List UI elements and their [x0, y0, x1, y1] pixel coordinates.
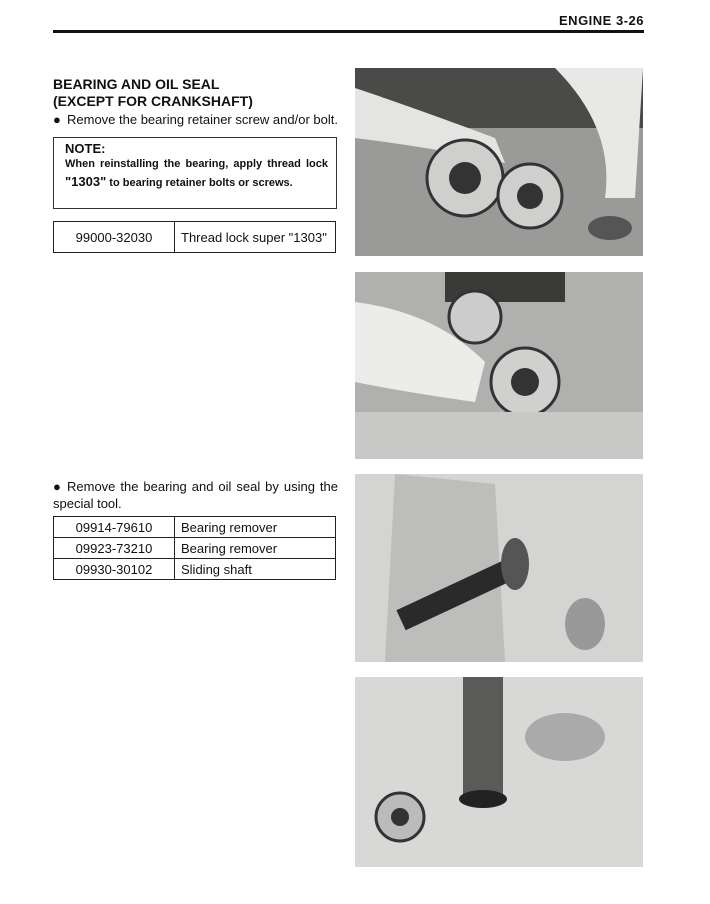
step-2 [53, 478, 338, 512]
step-2-text: Remove the bearing and oil seal by using the special tool. [53, 479, 338, 511]
step-1-text: Remove the bearing retainer screw and/or bolt. [67, 112, 338, 127]
note-box [53, 137, 337, 209]
note-text-b: "1303" [65, 174, 107, 189]
part-name: Bearing remover [175, 538, 336, 559]
part-number: 09923-73210 [54, 538, 175, 559]
step-1 [53, 111, 338, 128]
part-name: Bearing remover [175, 517, 336, 538]
table-row [54, 222, 336, 253]
header-rule [53, 30, 644, 33]
table-row [54, 517, 336, 538]
page-header: ENGINE 3-26 [559, 13, 644, 28]
photo-bearing-remover [355, 474, 643, 662]
part-number: 99000-32030 [54, 222, 175, 253]
photo-remove-retainer-screw [355, 68, 643, 256]
note-text-a: When reinstalling the bearing, apply thread lock [65, 158, 328, 170]
title-line-2: (EXCEPT FOR CRANKSHAFT) [53, 93, 253, 109]
bullet-icon: ● [53, 479, 61, 494]
part-name: Thread lock super "1303" [175, 222, 336, 253]
part-number: 09930-30102 [54, 559, 175, 580]
note-text-c: to bearing retainer bolts or screws. [106, 177, 293, 189]
table-row [54, 538, 336, 559]
tool-table-2 [53, 516, 336, 580]
section-title [53, 76, 253, 110]
title-line-1: BEARING AND OIL SEAL [53, 76, 220, 92]
tool-table-1 [53, 221, 336, 253]
part-name: Sliding shaft [175, 559, 336, 580]
photo-retainer-bolt [355, 272, 643, 459]
photo-oil-seal-removal [355, 677, 643, 867]
note-heading: NOTE: [65, 141, 106, 156]
note-text [65, 156, 328, 192]
table-row [54, 559, 336, 580]
part-number: 09914-79610 [54, 517, 175, 538]
bullet-icon: ● [53, 112, 61, 127]
